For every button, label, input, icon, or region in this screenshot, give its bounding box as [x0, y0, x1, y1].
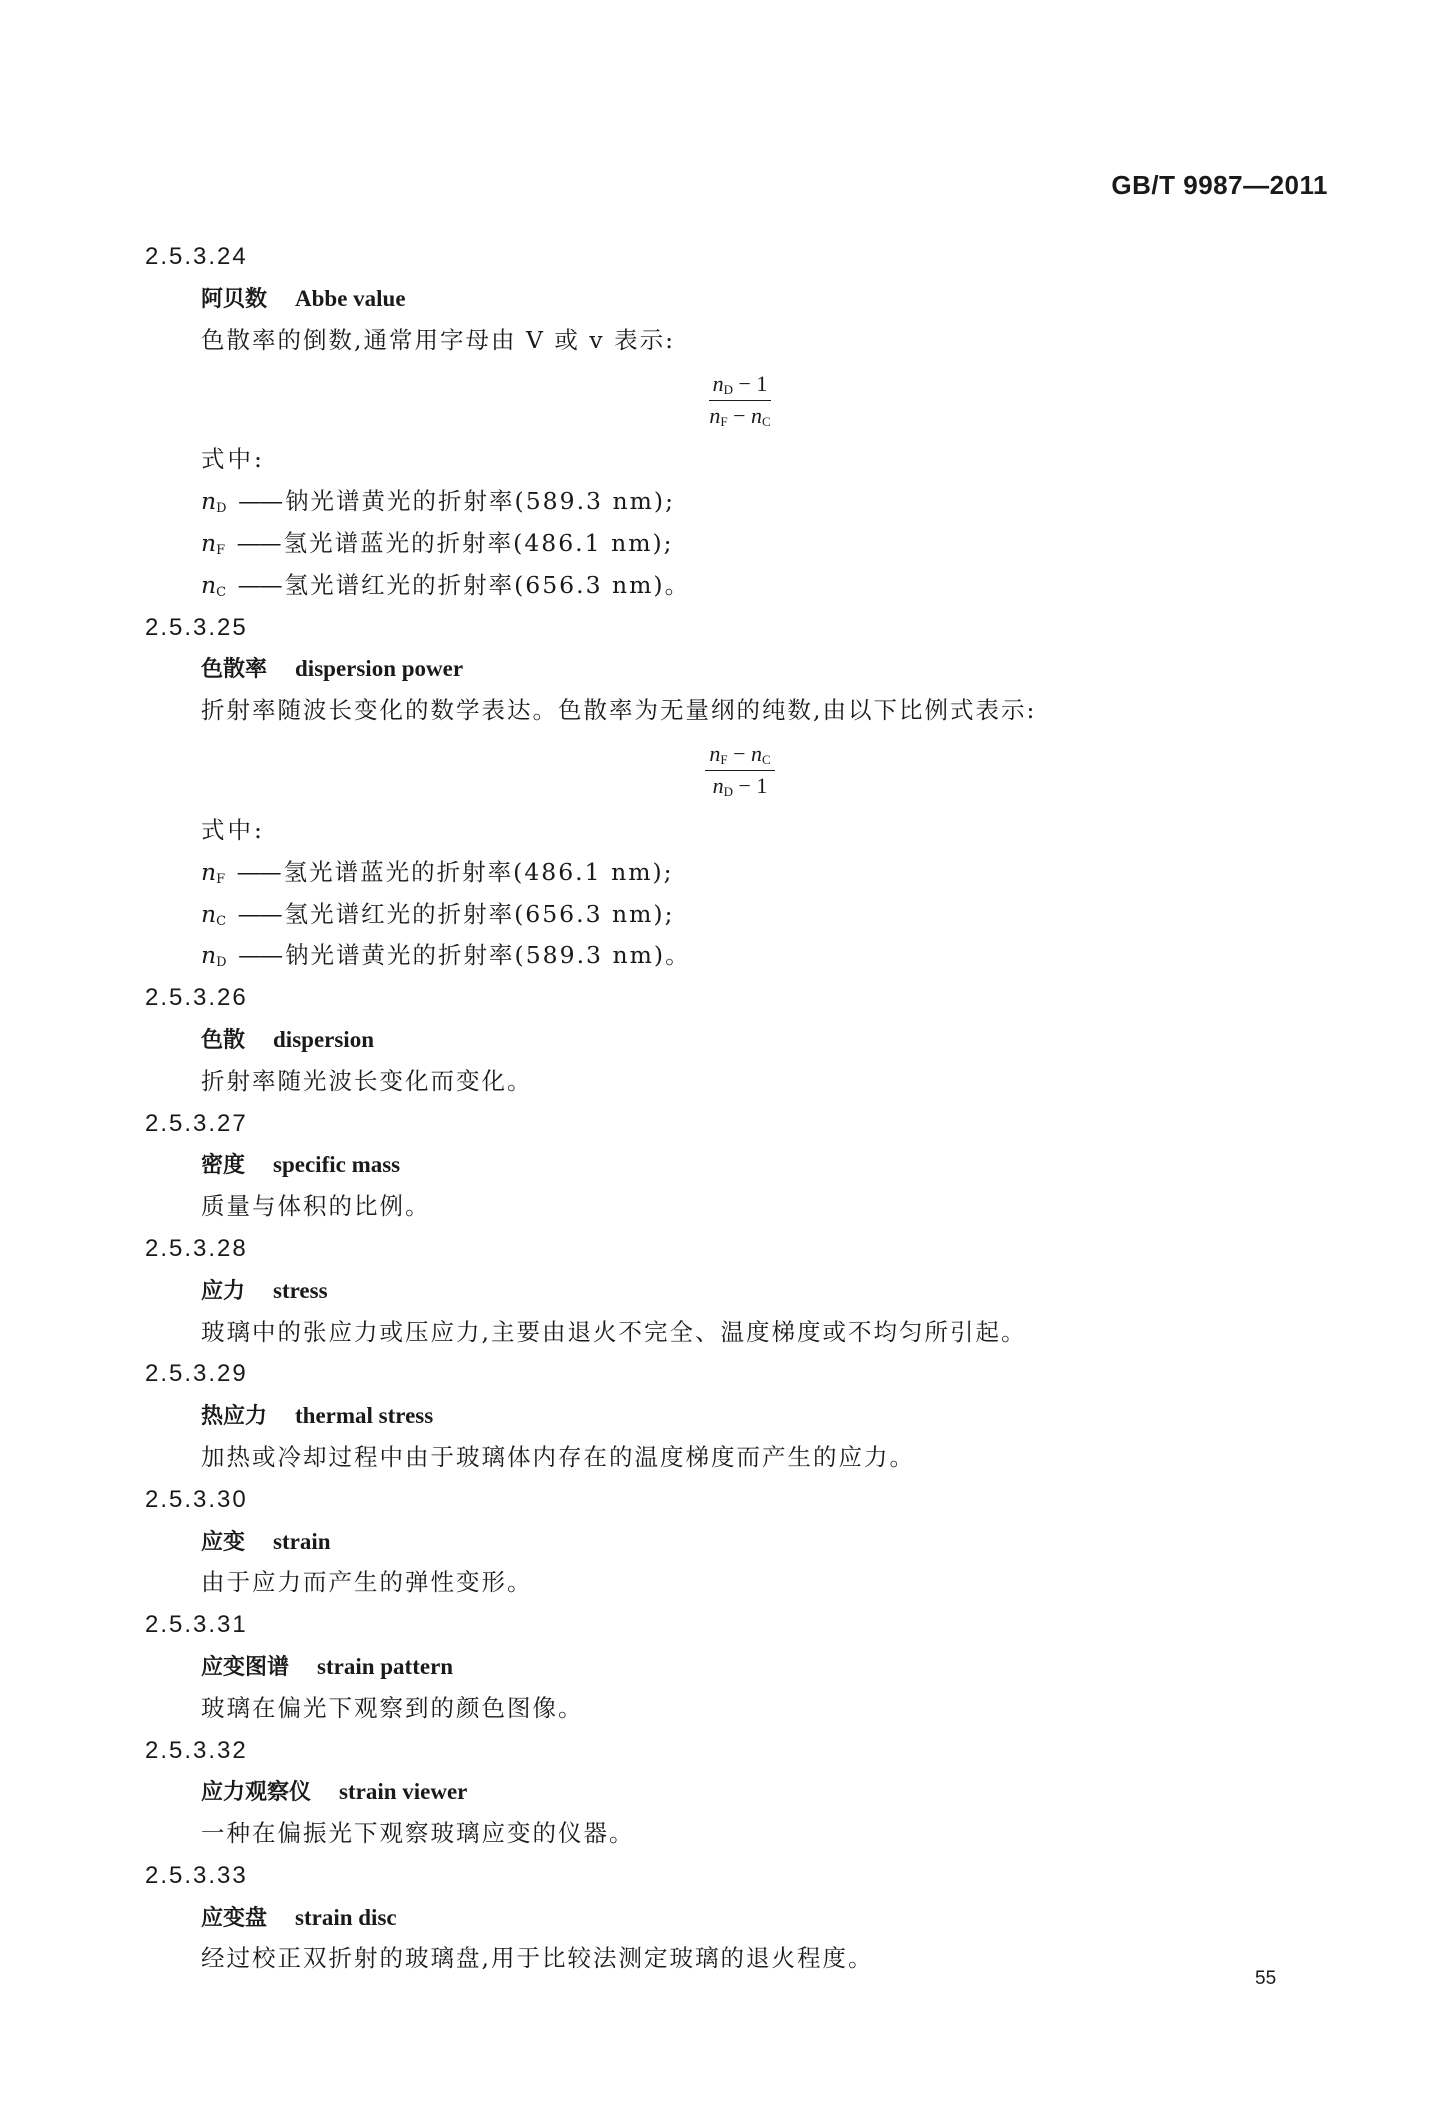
entry-number: 2.5.3.29 [145, 1360, 248, 1388]
term-en: dispersion [273, 1026, 374, 1052]
page-number: 55 [1255, 1968, 1277, 1989]
symbol-explanation [145, 481, 1325, 523]
entry-heading [145, 1897, 1325, 1939]
entry-number: 2.5.3.28 [145, 1234, 248, 1262]
term-zh: 色散率 [201, 657, 268, 683]
symbol-n: n [201, 899, 217, 928]
symbol-n: n [201, 487, 217, 516]
term-zh: 应力观察仪 [201, 1780, 312, 1806]
term-zh: 应变 [201, 1529, 246, 1555]
entry-number: 2.5.3.30 [145, 1485, 248, 1513]
symbol-explanation [145, 565, 1325, 607]
punctuation: 。 [665, 941, 689, 970]
formula-numerator [709, 371, 772, 401]
entry-heading [145, 1270, 1325, 1312]
entry-number: 2.5.3.24 [145, 243, 248, 270]
entry-definition: 经过校正双折射的玻璃盘,用于比较法测定玻璃的退火程度。 [201, 1944, 874, 1973]
where-label: 式中: [201, 445, 265, 474]
entry-definition: 玻璃在偏光下观察到的颜色图像。 [201, 1693, 584, 1722]
entry-definition: 由于应力而产生的弹性变形。 [201, 1568, 533, 1597]
standard-code: GB/T 9987—2011 [1111, 170, 1328, 200]
subscript: F [720, 752, 728, 768]
formula-denominator [705, 401, 774, 430]
term-en: thermal stress [295, 1403, 434, 1429]
explanation-text: 氢光谱红光的折射率(656.3 nm) [284, 570, 665, 599]
explanation-text: 氢光谱蓝光的折射率(486.1 nm) [283, 528, 664, 557]
term-zh: 密度 [201, 1153, 246, 1179]
symbol-explanation [145, 523, 1325, 565]
subscript: D [216, 501, 227, 517]
subscript: F [216, 871, 226, 887]
symbol-explanation [145, 894, 1325, 936]
explanation-text: 氢光谱蓝光的折射率(486.1 nm) [283, 857, 664, 886]
symbol-n: n [750, 402, 762, 428]
entry-definition: 一种在偏振光下观察玻璃应变的仪器。 [201, 1819, 635, 1848]
entry-heading [145, 1395, 1325, 1437]
dispersion-formula [340, 732, 1140, 810]
punctuation: ; [664, 899, 673, 928]
entry-number: 2.5.3.32 [145, 1736, 248, 1764]
term-zh: 应变盘 [201, 1905, 268, 1931]
term-en: specific mass [273, 1152, 401, 1178]
entry-heading [145, 648, 1325, 690]
subscript: D [723, 381, 733, 397]
entry-number: 2.5.3.27 [145, 1109, 248, 1137]
minus-one: − 1 [738, 773, 768, 799]
abbe-formula [340, 361, 1140, 439]
entry-heading [145, 278, 1325, 320]
punctuation: 。 [664, 570, 689, 599]
dash: —— [238, 941, 282, 970]
entry-definition: 折射率随波长变化的数学表达。色散率为无量纲的纯数,由以下比例式表示: [201, 696, 1037, 725]
formula-denominator [709, 771, 772, 800]
entry-number: 2.5.3.31 [145, 1611, 248, 1639]
term-zh: 色散 [201, 1027, 246, 1053]
punctuation: ; [663, 857, 672, 886]
formula-numerator [705, 741, 774, 771]
entry-heading [145, 1144, 1325, 1186]
dash: —— [236, 857, 280, 886]
punctuation: ; [665, 487, 673, 516]
term-en: strain disc [295, 1904, 397, 1930]
symbol-n: n [201, 857, 217, 886]
term-en: strain [273, 1528, 331, 1554]
entry-definition: 色散率的倒数,通常用字母由 V 或 v 表示: [201, 325, 676, 354]
entry-definition: 加热或冷却过程中由于玻璃体内存在的温度梯度而产生的应力。 [201, 1442, 915, 1471]
punctuation: ; [663, 528, 672, 557]
minus: − [733, 741, 746, 767]
entry-heading [145, 1019, 1325, 1061]
symbol-n: n [709, 402, 721, 428]
symbol-n: n [709, 741, 721, 767]
dash: —— [237, 570, 281, 599]
subscript: F [216, 542, 226, 558]
entry-heading [145, 1771, 1325, 1813]
entry-number: 2.5.3.33 [145, 1861, 248, 1889]
entry-definition: 折射率随光波长变化而变化。 [201, 1066, 533, 1095]
document-body [145, 236, 1325, 1980]
symbol-n: n [712, 773, 724, 799]
symbol-n: n [712, 370, 724, 396]
subscript: D [216, 955, 227, 971]
minus: − [733, 402, 746, 428]
dash: —— [236, 528, 280, 557]
entry-heading [145, 1646, 1325, 1688]
term-en: Abbe value [295, 285, 406, 311]
symbol-explanation [145, 935, 1325, 977]
symbol-n: n [750, 741, 762, 767]
where-label: 式中: [201, 815, 265, 844]
term-zh: 阿贝数 [201, 286, 268, 312]
entry-heading [145, 1521, 1325, 1563]
subscript: C [761, 413, 771, 429]
subscript: C [761, 752, 771, 768]
term-en: strain viewer [339, 1779, 468, 1805]
term-en: stress [273, 1277, 328, 1303]
term-zh: 应变图谱 [201, 1654, 290, 1680]
term-zh: 应力 [201, 1278, 246, 1304]
subscript: C [216, 913, 227, 929]
minus-one: − 1 [738, 370, 768, 396]
symbol-n: n [201, 528, 217, 557]
dash: —— [237, 899, 281, 928]
explanation-text: 氢光谱红光的折射率(656.3 nm) [284, 899, 665, 928]
symbol-explanation [145, 852, 1325, 894]
explanation-text: 钠光谱黄光的折射率(589.3 nm) [285, 941, 666, 970]
entry-definition: 玻璃中的张应力或压应力,主要由退火不完全、温度梯度或不均匀所引起。 [201, 1317, 1027, 1346]
entry-definition: 质量与体积的比例。 [201, 1192, 431, 1221]
symbol-n: n [201, 570, 217, 599]
subscript: F [720, 413, 728, 429]
dash: —— [238, 487, 282, 516]
subscript: C [216, 584, 227, 600]
entry-number: 2.5.3.25 [145, 613, 248, 641]
term-en: strain pattern [317, 1653, 454, 1679]
entry-number: 2.5.3.26 [145, 984, 248, 1012]
term-en: dispersion power [295, 656, 464, 682]
subscript: D [723, 784, 733, 800]
term-zh: 热应力 [201, 1404, 268, 1430]
symbol-n: n [201, 941, 217, 970]
explanation-text: 钠光谱黄光的折射率(589.3 nm) [285, 487, 666, 516]
